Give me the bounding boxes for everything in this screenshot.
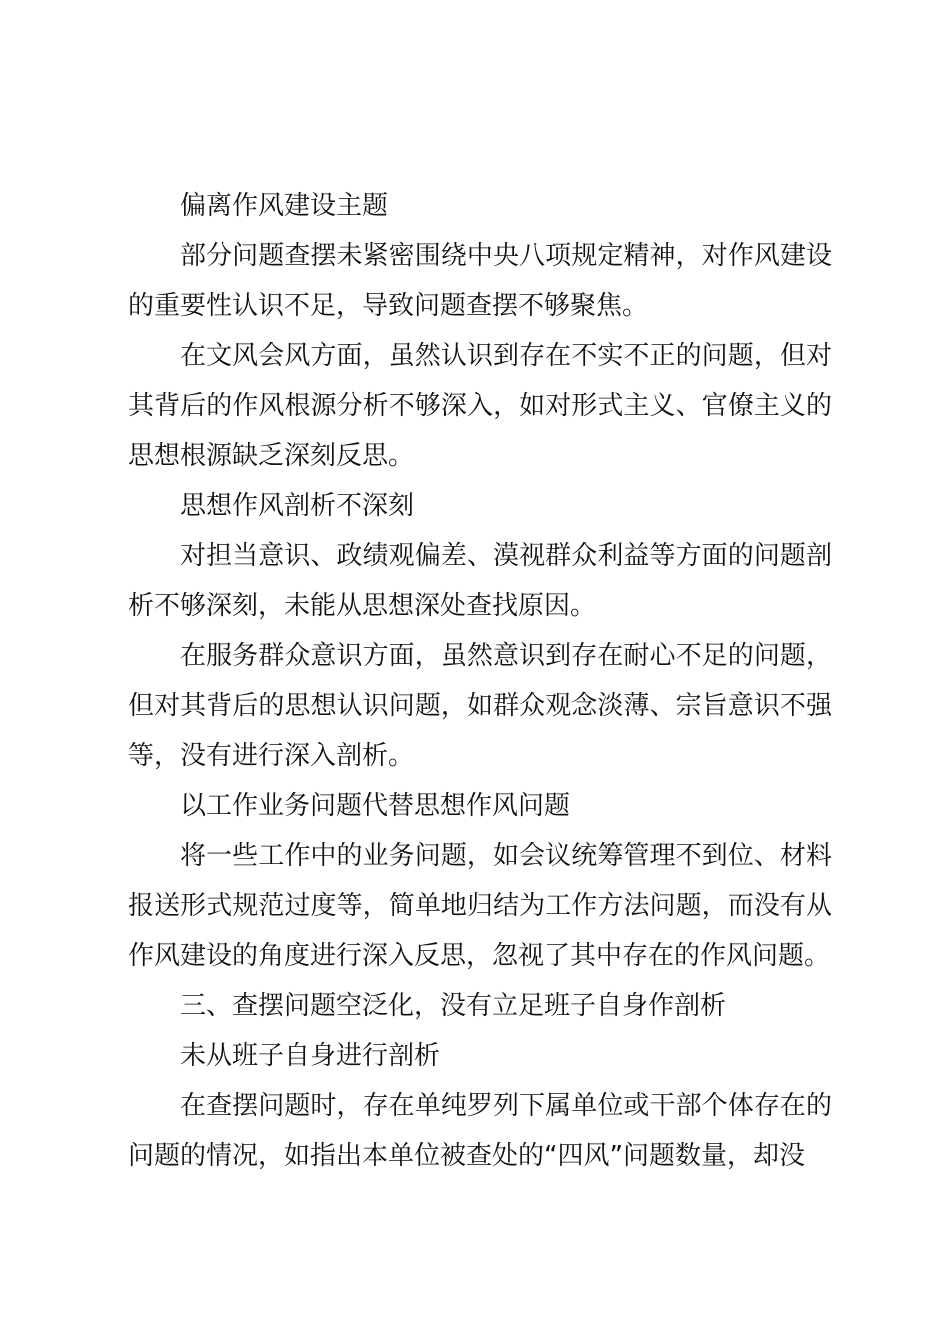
document-body	[128, 181, 832, 1181]
subheading-substitution: 以工作业务问题代替思想作风问题	[180, 791, 571, 821]
subheading-deviation: 偏离作风建设主题	[180, 191, 389, 221]
paragraph: 将一些工作中的业务问题，如会议统筹管理不到位、材料报送形式规范过度等，简单地归结为工作方法问题，而没有从作风建设的角度进行深入反思，忽视了其中存在的作风问题。	[128, 841, 832, 971]
subheading-self-analysis: 未从班子自身进行剖析	[180, 1041, 441, 1071]
paragraph: 部分问题查摆未紧密围绕中央八项规定精神，对作风建设的重要性认识不足，导致问题查摆不够聚焦。	[128, 241, 832, 321]
subheading-analysis: 思想作风剖析不深刻	[180, 491, 415, 521]
paragraph: 对担当意识、政绩观偏差、漠视群众利益等方面的问题剖析不够深刻，未能从思想深处查找原因。	[128, 541, 832, 621]
paragraph: 在服务群众意识方面，虽然意识到存在耐心不足的问题，但对其背后的思想认识问题，如群众观念淡薄、宗旨意识不强等，没有进行深入剖析。	[128, 641, 832, 771]
paragraph: 在文风会风方面，虽然认识到存在不实不正的问题，但对其背后的作风根源分析不够深入，如对形式主义、官僚主义的思想根源缺乏深刻反思。	[128, 341, 832, 471]
paragraph: 在查摆问题时，存在单纯罗列下属单位或干部个体存在的问题的情况，如指出本单位被查处的“四风”问题数量，却没	[128, 1091, 832, 1171]
section-heading-three: 三、查摆问题空泛化，没有立足班子自身作剖析	[180, 991, 727, 1021]
